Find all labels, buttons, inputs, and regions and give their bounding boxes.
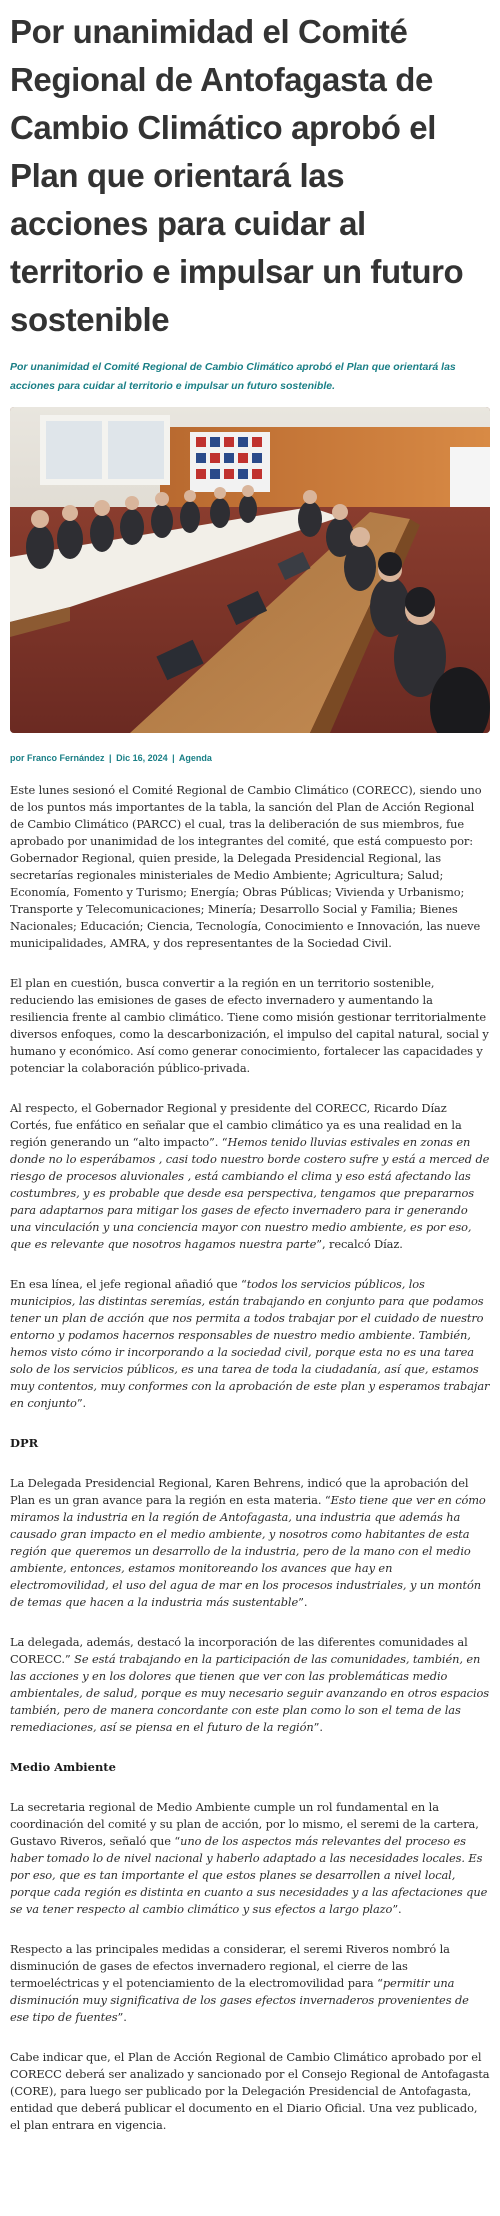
article-paragraph <box>10 1100 490 1253</box>
paragraph-text: Cabe indicar que, el Plan de Acción Regional de Cambio Climático aprobado por el CORECC deberá ser analizado y sancionado por el Consejo Regional de Antofagasta (CORE), para luego ser publicado por la Delegación Presidencial de Antofagasta, entidad que deberá publicar el documento en el Diario Oficial. Una vez publicado, el plan entrara en vigencia. <box>10 2050 490 2132</box>
paragraph-text: ”, recalcó Díaz. <box>316 1237 403 1251</box>
article-paragraph <box>10 1475 490 1611</box>
category-link[interactable]: Agenda <box>178 753 212 763</box>
quote-text: todos los servicios públicos, los municipios, las distintas seremías, están trabajando en conjunto para que podamos tener un plan de acción que nos permita a todos trabajar por el cuidado de nuestro entorno y podamos hacernos responsables de nuestro medio ambiente. También, hemos visto cómo ir incorporando a la sociedad civil, porque esta no es una tarea solo de los servicios públicos, es una tarea de toda la ciudadanía, así que, estamos muy contentos, muy conformes con la aprobación de este plan y esperamos trabajar en conjunto <box>10 1277 490 1410</box>
publish-date: Dic 16, 2024 <box>116 753 168 763</box>
paragraph-text: El plan en cuestión, busca convertir a la región en un territorio sostenible, reduciendo las emisiones de gases de efecto invernadero y aumentando la resiliencia frente al cambio climático. Tiene como misión gestionar territorialmente diversos enfoques, como la descarbonización, el impulso del capital natural, social y humano y económico. Así como generar conocimiento, fortalecer las capacidades y potenciar la colaboración público-privada. <box>10 976 489 1075</box>
article-subtitle: Por unanimidad el Comité Regional de Cambio Climático aprobó el Plan que orientará las acciones para cuidar al territorio e impulsar un futuro sostenible. <box>10 361 456 392</box>
quote-text: permitir una disminución muy significativa de los gases efectos invernaderos provenientes de ese tipo de fuentes <box>10 1976 469 2024</box>
paragraph-text: ”. <box>298 1595 308 1609</box>
quote-text: Hemos tenido lluvias estivales en zonas en donde no lo esperábamos , casi todo nuestro borde costero sufre y está a merced de riesgo de procesos aluvionales , está cambiando el clima y eso está afectando las costumbres, y es probable que desde esa perspectiva, tengamos que prepararnos para adaptarnos para mitigar los gases de efecto invernadero para ir generando una vinculación y una conciencia mayor con nuestro medio ambiente, es por eso, que es relevante que nosotros hagamos nuestra parte <box>10 1135 490 1251</box>
article-paragraph <box>10 1941 490 2026</box>
meta-separator: | <box>109 753 112 763</box>
paragraph-text: La secretaria regional de Medio Ambiente cumple un rol fundamental en la coordinación del comité y su plan de acción, por lo mismo, el seremi de la cartera, Gustavo Riveros, señaló que “ <box>10 1800 479 1848</box>
article-meta <box>10 753 490 763</box>
article-paragraph <box>10 1634 490 1736</box>
meta-separator: | <box>172 753 175 763</box>
paragraph-text: ”. <box>117 2010 127 2024</box>
section-heading: DPR <box>10 1436 39 1450</box>
paragraph-text: Este lunes sesionó el Comité Regional de Cambio Climático (CORECC), siendo uno de los puntos más importantes de la tabla, la sanción del Plan de Acción Regional de Cambio Climático (PARCC) el cual, tras la deliberación de sus miembros, fue aprobado por unanimidad de los integrantes del comité, que está compuesto por: Gobernador Regional, quien preside, la Delegada Presidencial Regional, las secretarías regionales ministeriales de Medio Ambiente; Agricultura; Salud; Economía, Fomento y Turismo; Energía; Obras Públicas; Vivienda y Urbanismo; Transporte y Telecomunicaciones; Minería; Desarrollo Social y Familia; Bienes Nacionales; Educación; Ciencia, Tecnología, Conocimiento e Innovación, las nueve municipalidades, AMRA, y dos representantes de la Sociedad Civil. <box>10 783 482 950</box>
meeting-room-photo <box>10 407 490 733</box>
article-paragraph <box>10 1799 490 1918</box>
article-headline: Por unanimidad el Comité Regional de Antofagasta de Cambio Climático aprobó el Plan que orientará las acciones para cuidar al territorio e impulsar un futuro sostenible <box>10 13 464 338</box>
article-paragraph <box>10 1276 490 1412</box>
quote-text: Esto tiene que ver en cómo miramos la industria en la región de Antofagasta, una industria que además ha causado gran impacto en el medio ambiente, y nosotros como habitantes de esta región que queremos un desarrollo de la industria, pero de la mano con el medio ambiente, entonces, estamos monitoreando los avances que hay en electromovilidad, el uso del agua de mar en los procesos industriales, y un montón de temas que hacen a la industria más sustentable <box>10 1493 486 1609</box>
quote-text: Se está trabajando en la participación de las comunidades, también, en las acciones y en los dolores que tienen que ver con las problemáticas medio ambientales, de salud, porque es muy necesario seguir avanzando en otros espacios también, pero de manera concordante con este plan como lo son el tema de las remediaciones, así se piensa en el futuro de la región <box>10 1652 490 1734</box>
paragraph-text: En esa línea, el jefe regional añadió que “ <box>10 1277 247 1291</box>
article-body <box>10 782 490 2134</box>
paragraph-text: Respecto a las principales medidas a considerar, el seremi Riveros nombró la disminución de gases de efectos invernadero regional, el cierre de las termoeléctricas y el potenciamiento de la electromovilidad para “ <box>10 1942 450 1990</box>
author-link[interactable]: por Franco Fernández <box>10 753 105 763</box>
paragraph-text: La delegada, además, destacó la incorporación de las diferentes comunidades al CORECC.” <box>10 1635 468 1666</box>
article-paragraph <box>10 2049 490 2134</box>
section-heading: Medio Ambiente <box>10 1760 116 1774</box>
paragraph-text: La Delegada Presidencial Regional, Karen Behrens, indicó que la aprobación del Plan es un gran avance para la región en esta materia. “ <box>10 1476 469 1507</box>
paragraph-text: ”. <box>313 1720 323 1734</box>
paragraph-text: ”. <box>392 1902 402 1916</box>
quote-text: uno de los aspectos más relevantes del proceso es haber tomado lo de nivel nacional y haberlo adaptado a las necesidades locales. Es por eso, que es tan importante el que estos planes se desarrollen a nivel local, porque cada región es distinta en cuanto a sus necesidades y a las afectaciones que se va tener respecto al cambio climático y sus efectos a largo plazo <box>10 1834 488 1916</box>
article-paragraph <box>10 782 490 952</box>
article-paragraph <box>10 975 490 1077</box>
paragraph-text: Al respecto, el Gobernador Regional y presidente del CORECC, Ricardo Díaz Cortés, fue enfático en señalar que el cambio climático ya es una realidad en la región generando un “alto impacto”. “ <box>10 1101 462 1149</box>
article-photo <box>10 407 490 733</box>
paragraph-text: ”. <box>76 1396 87 1410</box>
